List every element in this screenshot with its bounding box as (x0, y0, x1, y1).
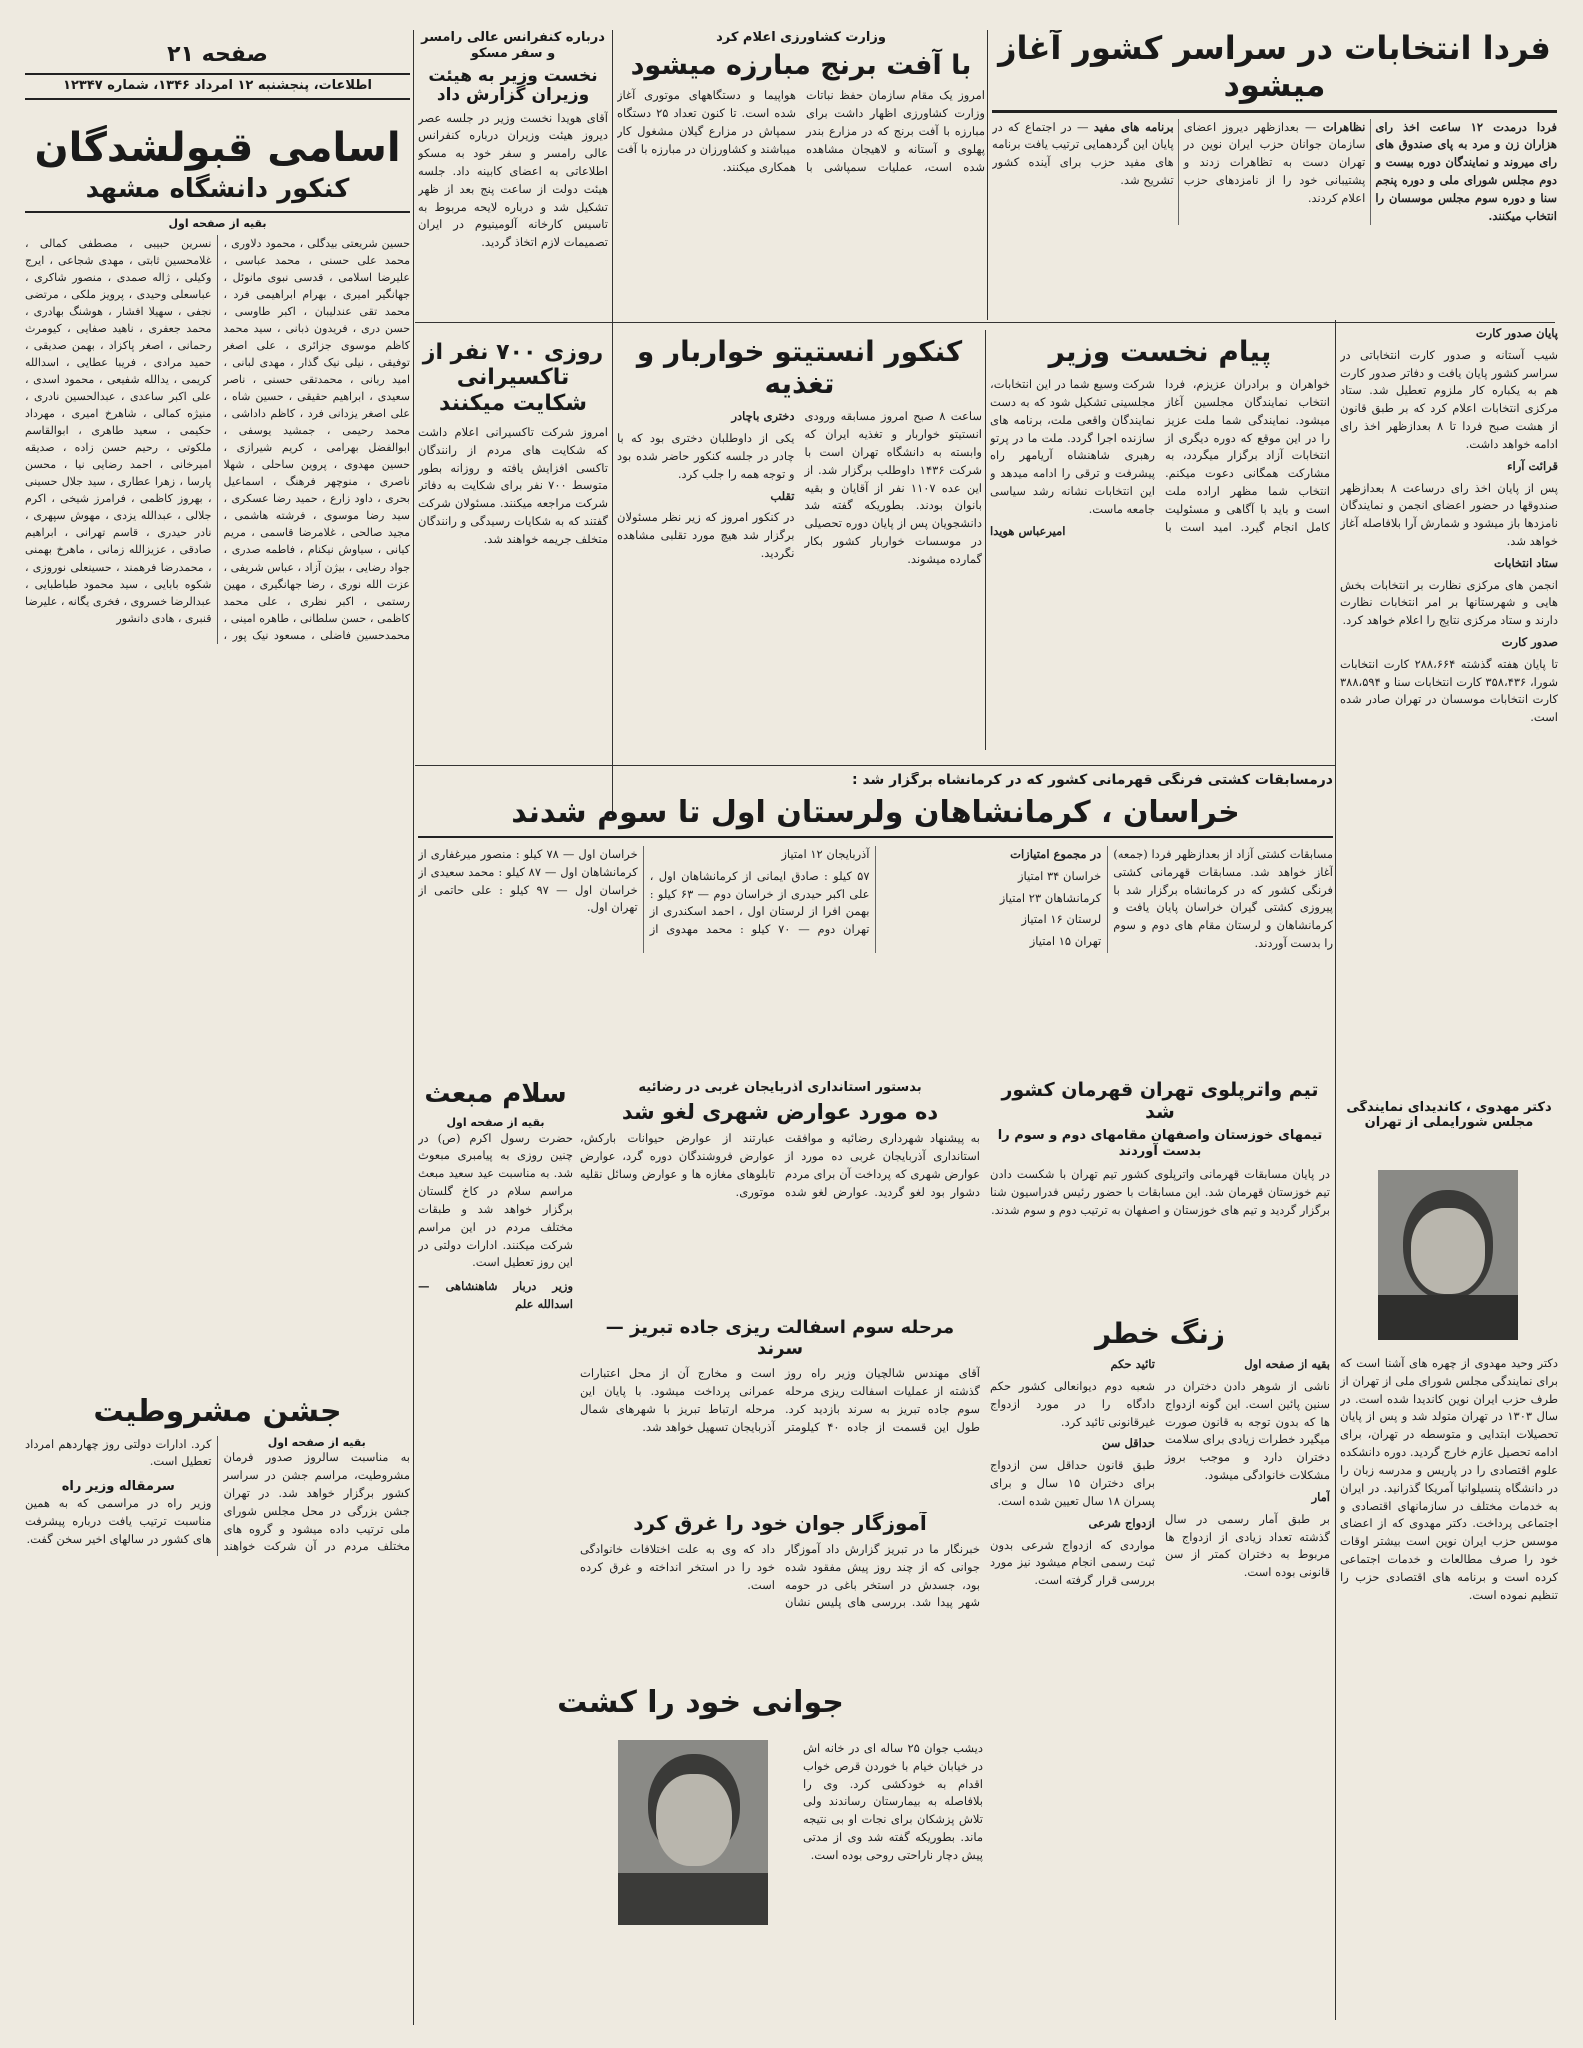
pest-kicker: وزارت کشاورزی اعلام کرد (716, 30, 886, 45)
continued-note: بقیه از صفحه اول (1244, 1357, 1330, 1372)
alarm-sub-body: بر طبق آمار رسمی در سال گذشته تعداد زیادی از ازدواج ها مربوط به دختران کمتر از سن قانونی بوده است. (1165, 1511, 1330, 1580)
continued-note: بقیه از صفحه اول (168, 216, 267, 230)
lead-section-title: صدور کارت (1501, 635, 1558, 649)
alarm-sub-title: آمار (1311, 1489, 1330, 1504)
teacher-body: خبرنگار ما در تبریز گزارش داد آموزگار جوانی که از چند روز پیش مفقود شده بود، جسدش در استخر باغی در حومه شهر پیدا شد. بررسی های پلیس نشان داد که وی به علت اختلافات خانوادگی خود را در استخر انداخته و غرق کرده است. (580, 1542, 980, 1610)
asphalt-story (580, 1318, 980, 1508)
lead-intro: فردا درمدت ۱۲ ساعت اخذ رای هزاران زن و مرد به پای صندوق های رای میروند و نمایندگان دوره بیست و دوم مجلس شورای ملی و دوره پنجم سنا و دوره سوم مجلس موسسان را انتخاب میکنند. (1375, 119, 1557, 223)
names-list: حسین شریعتی بیدگلی ، محمود دلاوری ، محمد علی حسنی ، محمد عباسی ، علیرضا اسلامی ، قدسی نبوی مانوئل ، جهانگیر امیری ، بهرام ابراهیمی فرد ، محمد تقی عندلیبان ، اکبر طاوسی ، حسن دری ، فریدون ذبانی ، سید محمد کاظم موسوی جزائری ، علی اصغر توفیقی ، نیلی نیک گذار ، مهدی لبانی ، امید ربانی ، محمدتقی حسنی ، ناصر سعیدی ، ابراهیم حقیقی ، حسین شاه ، علی اصغر یزدانی فرد ، کاظم داداشی ، محمد رحیمی ، جمشید یوسفی ، ابوالفضل بهرامی ، کریم شیرازی ، حسین مهدوی ، پروین ساحلی ، شهلا ناصری ، منوچهر فرهنگ ، اسماعیل بحری ، داود زارع ، حمید رضا عسکری ، سید رضا موسوی ، فرشته هاشمی ، مجید صالحی ، غلامرضا قاسمی ، مریم کیانی ، سیاوش نیکنام ، فاطمه صدری ، جواد رضایی ، بیژن آزاد ، عباس شریفی ، عزت الله نوری ، رضا جهانگیری ، مهین رستمی ، اکبر نظری ، علی محمد کاظمی ، حسن سلطانی ، طاهره امینی ، محمدحسین فاضلی ، مسعود نیک پور ، نسرین حبیبی ، مصطفی کمالی ، غلامحسین ثابتی ، مهدی شجاعی ، ایرج وکیلی ، ژاله صمدی ، منصور شاکری ، عباسعلی وحیدی ، پرویز ملکی ، مرتضی نجفی ، سهیلا افشار ، هوشنگ بهادری ، محمد جعفری ، ناهید صفایی ، کیومرث رحمانی ، اصغر پاکزاد ، بهمن صدیقی ، حمید مرادی ، فریبا عطایی ، اسدالله کریمی ، یدالله شفیعی ، محمود اسدی ، علی اکبر ساعدی ، عبدالحسین نادری ، منیژه کمالی ، شاهرخ امیری ، مهرداد حکیمی ، سعید طاهری ، ابوالقاسم ملکوتی ، رحیم حسن زاده ، صدیقه امیرخانی ، احمد رضایی نیا ، محسن پارسا ، زهرا عطاری ، سید جلال حسینی ، بهروز کاظمی ، فرامرز شیخی ، اکرم جلالی ، عبدالله یزدی ، مهوش سپهری ، نادر حیدری ، قاسم تهرانی ، ابراهیم صادقی ، عزیزالله زمانی ، ماهرخ بهمنی ، محمدرضا فرهمند ، حسینعلی نوروزی ، شکوه بابایی ، سید محمود طباطبایی ، عبدالرضا خسروی ، فخری یگانه ، علیرضا قنبری ، هادی دانشور (25, 236, 410, 642)
pm-conference-body: آقای هویدا نخست وزیر در جلسه عصر دیروز هیئت وزیران درباره کنفرانس عالی رامسر و سفر خود به مسکو اطلاعاتی به اعضای کابینه داد. جلسه هیئت دولت از ساعت پنج بعد از ظهر تشکیل شد و درباره لایحه مربوط به تاسیس کارخانه آلومینیوم در ایران تصمیمات لازم اتخاذ گردید. (418, 110, 608, 250)
pm-conference-story (418, 30, 608, 320)
food-exam-sub2-title: تقلب (770, 488, 795, 503)
constitution-sub-title: سرمقاله وزیر راه (61, 1479, 175, 1495)
food-exam-sub1-body: یکی از داوطلبان دختری بود که با چادر در جلسه کنکور حاضر شده بود و توجه همه را جلب کرد. (617, 431, 795, 481)
constitution-sub-body: وزیر راه در مراسمی که به همین مناسبت ترتیب یافت درباره پیشرفت های کشور در سالهای اخیر سخن گفت. (25, 1496, 212, 1546)
water-polo-body: در پایان مسابقات قهرمانی واترپلوی کشور تیم تهران با شکست دادن تیم خوزستان قهرمان شد. این مسابقات با حضور رئیس فدراسیون شنا برگزار گردید و تیم های خوزستان و اصفهان به ترتیب دوم و سوم شدند. (990, 1167, 1330, 1217)
salam-body: حضرت رسول اکرم (ص) در چنین روزی به پیامبری مبعوث شد. به مناسبت عید سعید مبعث مراسم سلام در کاخ گلستان برگزار خواهد شد و طبقات مختلف مردم در این مراسم شرکت میکنند. ادارات دولتی در این روز تعطیل است. (418, 1130, 573, 1270)
wrestling-weights: ۵۷ کیلو : صادق ایمانی از کرمانشاهان اول ، علی اکبر حیدری از خراسان دوم — ۶۳ کیلو : بهمن افرا از لرستان اول ، احمد اسکندری از تهران دوم — ۷۰ کیلو : محمد مهدوی از خراسان اول — ۷۸ کیلو : منصور میرغفاری از کرمانشاهان اول — ۸۷ کیلو : محمد سعیدی از خراسان اول — ۹۷ کیلو : علی حاتمی از تهران اول. (418, 847, 870, 937)
pest-body: امروز یک مقام سازمان حفظ نباتات وزارت کشاورزی اظهار داشت برای مبارزه با آفت برنج که در مزارع بندر پهلوی و آستانه و لاهیجان مشاهده شده است، عملیات سمپاشی با هواپیما و دستگاههای موتوری آغاز شده است. تا کنون تعداد ۲۵ دستگاه سمپاش در مزارع گیلان مشغول کار میباشند و کشاورزان در مبارزه با آفت همکاری میکنند. (617, 88, 985, 174)
lead-section-text: در اجتماع که در پایان این گردهمایی ترتیب یافت برنامه های مفید حزب برای آینده کشور تشریح شد. (992, 119, 1174, 188)
azarbaijan-story (580, 1080, 980, 1310)
lead-section-title: پایان صدور کارت (1475, 326, 1558, 340)
pm-message-body: خواهران و برادران عزیزم، فردا انتخاب نمایندگان مجلسین آغاز میشود. نمایندگی شما ملت عزیز را در این موقع که دوره دیگری از انتخابات آزاد برگزار میگردد، به مشارکت همگانی دعوت میکنم. انتخاب شما مظهر اراده ملت است و باید با آگاهی و مسئولیت کامل انجام گیرد. امید است با شرکت وسیع شما در این انتخابات، مجلسینی تشکیل شود که به دست نمایندگان واقعی ملت، برنامه های سازنده اجرا گردد. ملت ما در پرتو رهبری شاهنشاه آریامهر راه پیشرفت و ترقی را ادامه میدهد و این انتخابات نشانه رشد سیاسی جامعه ماست. (990, 377, 1330, 534)
page-number: صفحه ۲۱ (167, 42, 268, 67)
pm-message-headline: پیام نخست وزیر (1048, 335, 1272, 368)
wrestling-story (418, 772, 1333, 1072)
food-exam-sub1-title: دختری باچادر (731, 409, 795, 424)
wrestling-result: لرستان ۱۶ امتیاز (1021, 912, 1102, 927)
water-polo-headline: تیم واترپلوی تهران قهرمان کشور شد (1001, 1080, 1319, 1123)
taxi-story (418, 330, 608, 760)
mahdavi-body: دکتر وحید مهدوی از چهره های آشنا است که برای نمایندگی مجلس شورای ملی از تهران از طرف حزب ایران نوین کاندیدا شده است. در سال ۱۳۰۳ در تهران متولد شد و پس از پایان تحصیلات ابتدایی و متوسطه در تهران، برای ادامه تحصیل عازم خارج گردید. دوره دانشکده علوم اقتصادی را در پاریس و مدرسه زبان را در دانشگاه پنسیلوانیا آمریکا گذرانید. در ایران به خدمات مختلف در سازمانهای اقتصادی و اجتماعی پرداخت. دکتر مهدوی که از اعضای موسس حزب ایران نوین است بیشتر اوقات خود را صرف مطالعات و خدمات اجتماعی کرده است و برنامه های اقتصادی حزب را تنظیم نموده است. (1340, 1356, 1558, 1602)
lead-section-title: برنامه های مفید (1093, 119, 1174, 134)
lead-story-continued (1340, 325, 1558, 1095)
mahdavi-photo (1378, 1170, 1518, 1340)
section-rule (415, 322, 1555, 323)
water-polo-sub: تیمهای خوزستان واصفهان مقامهای دوم و سوم را بدست آوردند (997, 1127, 1323, 1159)
column-rule (987, 30, 988, 320)
azarbaijan-headline: ده مورد عوارض شهری لغو شد (621, 1100, 939, 1125)
young-man-photo (618, 1740, 768, 1925)
mahdavi-profile (1340, 1100, 1558, 2025)
constitution-story (25, 1395, 410, 2025)
issue-line: اطلاعات، پنجشنبه ۱۲ امرداد ۱۳۴۶، شماره ۱۲۳۴۷ (25, 73, 410, 99)
constitution-headline: جشن مشروطیت (93, 1395, 342, 1429)
lead-section-title: نظاهرات (1322, 119, 1366, 134)
pest-headline: با آفت برنج مبارزه میشود (630, 50, 972, 82)
column-rule (1335, 320, 1336, 2020)
pm-conference-kicker: درباره کنفرانس عالی رامسر و سفر مسکو (421, 30, 605, 62)
lead-section-title: ستاد انتخابات (1493, 555, 1558, 570)
asphalt-headline: مرحله سوم اسفالت ریزی جاده تبریز — سرند (605, 1318, 955, 1359)
wrestling-result: خراسان ۳۴ امتیاز (1017, 868, 1102, 883)
pest-story (617, 30, 985, 320)
continued-note: بقیه از صفحه اول (267, 1435, 366, 1449)
taxi-headline: روزی ۷۰۰ نفر از تاکسیرانی شکایت میکنند (422, 340, 604, 416)
column-rule (985, 330, 986, 750)
asphalt-body: آقای مهندس شالچیان وزیر راه روز گذشته از عملیات اسفالت ریزی مرحله سوم جاده تبریز به سرند بازدید کرد. طول این قسمت از جاده ۴۰ کیلومتر است و مخارج آن از محل اعتبارات عمرانی پرداخت میشود. با پایان این مرحله ارتباط تبریز با شهرهای شمال آذربایجان تسهیل خواهد شد. (580, 1366, 980, 1434)
mashhad-results (25, 125, 410, 1380)
azarbaijan-kicker: بدستور استانداری آذربایجان غربی در رضائیه (638, 1080, 922, 1095)
food-exam-body: ساعت ۸ صبح امروز مسابقه ورودی انستیتو خواربار و تغذیه ایران که وابسته به دانشگاه تهران است با شرکت ۱۴۳۶ داوطلب برگزار شد. از این عده ۱۱۰۷ نفر از آقایان و بقیه بانوان بودند. بطوریکه گفته شد دانشجویان پس از پایان دوره تحصیلی در موسسات خواربار کشور بکار گمارده میشوند. (804, 409, 982, 566)
wrestling-result: تهران ۱۵ امتیاز (1029, 934, 1102, 949)
teacher-story (580, 1512, 980, 1672)
pm-conference-headline: نخست وزیر به هیئت وزیران گزارش داد (428, 65, 598, 106)
food-exam-headline: کنکور انستیتو خواربار و تغذیه (636, 335, 963, 401)
salam-story (418, 1080, 573, 1500)
alarm-story (990, 1318, 1330, 2023)
lead-section-text: شیب‌ آستانه و صدور کارت انتخاباتی در سراسر کشور پایان یافت و دفاتر صدور کارت هم به یکباره کار ملزوم تعطیل شد. ستاد مرکزی انتخابات اعلام کرد که بر طبق قانون از هشت صبح فردا تا ۸ بعدازظهر اخذ رای ادامه خواهد داشت. (1340, 347, 1558, 451)
mashhad-subheadline: کنکور دانشگاه مشهد (85, 174, 350, 204)
water-polo-story (990, 1080, 1330, 1310)
wrestling-result: آذربایجان ۱۲ امتیاز (781, 847, 870, 861)
lead-headline: فردا انتخابات در سراسر کشور آغاز میشود (992, 30, 1557, 113)
column-rule (413, 30, 414, 2025)
alarm-sub-title: حداقل سن (1102, 1436, 1155, 1451)
column-rule (612, 30, 613, 815)
constitution-body: به مناسبت سالروز صدور فرمان مشروطیت، مراسم جشن در سراسر کشور برگزار خواهد شد. در تهران جشن بزرگی در محل مجلس شورای ملی ترتیب داده میشود و گروه های مختلف مردم در آن شرکت خواهند کرد. ادارات دولتی روز چهاردهم امرداد تعطیل است. (25, 1436, 410, 1554)
mashhad-headline: اسامی قبولشدگان (34, 125, 401, 171)
alarm-sub-body: طبق قانون حداقل سن ازدواج برای دختران ۱۵ سال و برای پسران ۱۸ سال تعیین شده است. (990, 1458, 1155, 1508)
wrestling-body: مسابقات کشتی آزاد از بعدازظهر فردا (جمعه) آغاز خواهد شد. مسابقات قهرمانی کشتی فرنگی کشور که در کرمانشاه برگزار شد با پیروزی کشتی گیران خراسان پایان یافت و کرمانشاهان و لرستان مقام های دوم و سوم را بدست آوردند. (1113, 847, 1333, 951)
young-man-body: دیشب جوان ۲۵ ساله ای در خانه اش در خیابان خیام با خوردن قرص خواب اقدام به خودکشی کرد. وی را بلافاصله به بیمارستان رساندند ولی تلاش پزشکان برای نجات او بی نتیجه ماند. بطوریکه گفته شد وی از مدتی پیش دچار ناراحتی روحی بوده است. (803, 1741, 983, 1862)
salam-signature: وزیر دربار شاهنشاهی — اسدالله علم (418, 1279, 573, 1311)
wrestling-headline: خراسان ، کرمانشاهان ولرستان اول تا سوم شدند (418, 796, 1333, 839)
alarm-sub-title: تائید حکم (1110, 1357, 1155, 1372)
pm-message-story (990, 330, 1330, 760)
lead-section-text: انجمن های مرکزی نظارت بر انتخابات بخش هایی و شهرستانها بر امر انتخابات نظارت دارند و ستاد مرکزی نتایج را اعلام خواهد کرد. (1340, 577, 1558, 628)
wrestling-results-title: در مجموع امتیازات (1010, 847, 1102, 861)
lead-section-text: پس از پایان اخذ رای درساعت ۸ بعدازظهر صندوقها در حضور اعضای انجمن و نمایندگان نامزدها باز میشود و شمارش آرا بلافاصله آغاز خواهد شد. (1340, 480, 1558, 548)
food-exam-story (617, 330, 982, 760)
lead-section-title: قرائت آراء (1507, 458, 1558, 473)
alarm-headline: زنگ خطر (1095, 1318, 1225, 1350)
alarm-body: ناشی از شوهر دادن دختران در سنین پائین است. این گونه ازدواج ها که بدون توجه به قانون صورت میگیرد خطرات زیادی برای سلامت دختران دارد و موجب بروز مشکلات خانوادگی میشود. (1165, 1379, 1330, 1483)
wrestling-kicker: درمسابقات کشتی فرنگی قهرمانی کشور که در کرمانشاه برگزار شد : (851, 772, 1333, 788)
young-man-story (418, 1680, 983, 2025)
alarm-sub-body: شعبه دوم دیوانعالی کشور حکم دادگاه را در مورد ازدواج غیرقانونی تائید کرد. (990, 1379, 1155, 1429)
young-man-headline: جوانی خود را کشت (557, 1685, 844, 1720)
food-exam-sub2-body: در کنکور امروز که زیر نظر مسئولان برگزار شد هیچ مورد تقلبی مشاهده نگردید. (617, 510, 795, 561)
section-rule (415, 765, 1335, 766)
azarbaijan-body: به پیشنهاد شهرداری رضائیه و موافقت استانداری آذربایجان غربی ده مورد از عوارض شهری که پرداخت آن برای مردم دشوار بود لغو گردید. عوارض لغو شده عبارتند از عوارض حیوانات بارکش، عوارض فروشندگان دوره گرد، عوارض تابلوهای مغازه ها و عوارض وسائل نقلیه موتوری. (580, 1131, 980, 1199)
alarm-sub-title: ازدواج شرعی (1088, 1515, 1155, 1530)
mahdavi-caption: دکتر مهدوی ، کاندیدای نمایندگی مجلس شورایملی از تهران (1346, 1100, 1552, 1130)
lead-section-text: تا پایان هفته گذشته ۲۸۸،۶۶۴ کارت انتخابات شورا، ۳۵۸،۴۳۶ کارت انتخابات سنا و ۳۸۸،۵۹۴ کارت انتخابات موسسان در تهران صادر شده است. (1340, 656, 1558, 725)
continued-note: بقیه از صفحه اول (446, 1115, 545, 1129)
teacher-headline: آموزگار جوان خود را غرق کرد (633, 1512, 927, 1535)
lead-section-text: بعدازظهر دیروز اعضای سازمان جوانان حزب ایران نوین در تهران دست به تظاهرات زدند و پشتیبانی خود را از نامزدهای حزب اعلام کردند. (1183, 119, 1366, 205)
wrestling-result: کرمانشاهان ۲۳ امتیاز (999, 890, 1102, 905)
salam-headline: سلام مبعث (424, 1080, 567, 1109)
alarm-sub-body: مواردی که ازدواج شرعی بدون ثبت رسمی انجام میشود نیز مورد بررسی قرار گرفته است. (990, 1537, 1155, 1588)
lead-story: فردا انتخابات در سراسر کشور آغاز میشود فردا درمدت ۱۲ ساعت اخذ رای هزاران زن و مرد به پای صندوق های رای میروند و نمایندگان دوره بیست و دوم مجلس شورای ملی و دوره پنجم سنا و دوره سوم مجلس موسسان را انتخاب میکنند. نظاهرات — بعدازظهر دیروز اعضای سازمان جوانان حزب ایران نوین در تهران دست به تظاهرات زدند و پشتیبانی خود را از نامزدهای حزب اعلام کردند. برنامه های مفید — در اجتماع که در پایان این گردهمایی ترتیب یافت برنامه های مفید حزب برای آینده کشور تشریح شد. (992, 30, 1557, 320)
pm-message-signature: امیرعباس هویدا (990, 523, 1066, 538)
masthead (25, 38, 410, 118)
taxi-body: امروز شرکت تاکسیرانی اعلام داشت که شکایت های مردم از رانندگان تاکسی افزایش یافته و روزانه بطور متوسط ۷۰۰ نفر برای شکایت به دفاتر شرکت مراجعه میکنند. مسئولان شرکت گفتند که به شکایات رسیدگی و رانندگان متخلف جریمه خواهند شد. (418, 424, 608, 546)
